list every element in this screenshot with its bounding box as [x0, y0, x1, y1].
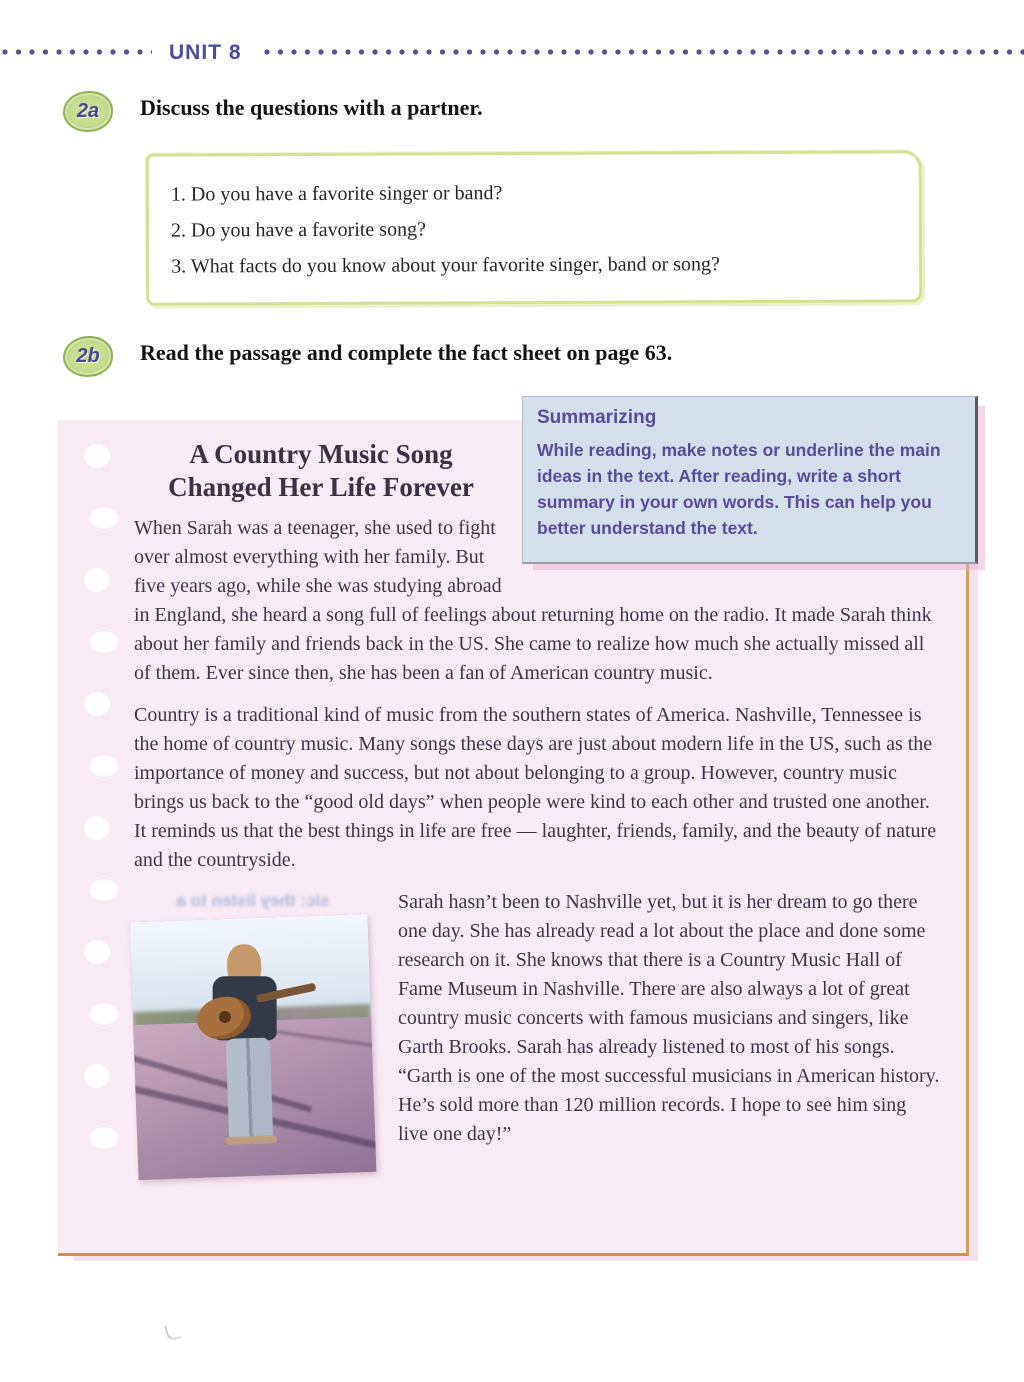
strategy-box-body: While reading, make notes or underline the main ideas in the text. After reading, write a short summary in your own words. This can help you better understand the text.	[537, 440, 941, 538]
activity-badge-2a: 2a	[63, 91, 113, 132]
binder-hole	[90, 879, 118, 901]
binder-hole	[84, 444, 110, 468]
girl-guitar-photo	[130, 914, 377, 1180]
passage-paragraph-2: Country is a traditional kind of music from the southern states of America. Nashville, Tennessee is the home of country music. Many songs these days are just about modern life in the US, such as the importance of money and success, but not about belonging to a group. However, country music brings us back to the “good old days” when people were kind to each other and trusted one another. It reminds us that the best things in life are free — laughter, friends, family, and the beauty of nature and the countryside.	[134, 704, 937, 871]
instruction-2b: Read the passage and complete the fact sheet on page 63.	[140, 340, 673, 365]
binder-hole	[84, 568, 110, 592]
binder-hole	[90, 1003, 118, 1025]
passage-title-line1: A Country Music Song	[189, 439, 453, 469]
passage-paragraph-1: When Sarah was a teenager, she used to fight over almost everything with her family. But five years ago, while she was studying abroad in England, she heard a song full of feelings about returning home on the radio. It made Sarah think about her family and friends back in the US. She came to realize how much she actually missed all of them. Ever since then, she has been a fan of American country music.	[134, 517, 932, 684]
instruction-2a: Discuss the questions with a partner.	[140, 95, 483, 120]
unit-label: UNIT 8	[169, 41, 242, 64]
binder-hole	[84, 816, 110, 840]
passage-title-line2: Changed Her Life Forever	[168, 472, 474, 502]
binder-hole	[90, 507, 118, 529]
binder-hole	[84, 1064, 110, 1088]
page-bleed-text: sic: they listen to a	[176, 891, 330, 910]
strategy-box	[522, 396, 978, 564]
binder-hole	[90, 755, 118, 777]
activity-badge-2b: 2b	[63, 336, 113, 377]
binder-hole	[90, 1127, 118, 1149]
dotted-rule-left	[0, 47, 152, 58]
question-item-2: 2. Do you have a favorite song?	[170, 218, 426, 242]
binder-holes	[84, 444, 114, 1188]
girl-jeans	[226, 1037, 273, 1138]
question-item-1: 1. Do you have a favorite singer or band?	[170, 182, 503, 206]
question-list	[171, 173, 919, 284]
binder-hole	[90, 631, 118, 653]
strategy-box-title: Summarizing	[537, 407, 657, 428]
passage-paragraph-3: Sarah hasn’t been to Nashville yet, but it is her dream to go there one day. She has already read a lot about the place and done some research on it. She knows that there is a Country Music Hall of Fame Museum in Nashville. There are also always a lot of great country music concerts with famous musicians and singers, like Garth Brooks. Sarah has already listened to most of his songs. “Garth is one of the most successful musicians in American history. He’s sold more than 120 million records. I hope to see him sing live one day!”	[398, 891, 940, 1145]
questions-box	[146, 150, 923, 305]
dotted-rule-right	[262, 47, 1024, 58]
photo-block	[118, 888, 388, 1210]
girl-figure	[194, 942, 321, 1146]
question-item-3: 3. What facts do you know about your favorite singer, band or song?	[171, 253, 720, 278]
binder-hole	[84, 940, 110, 964]
binder-hole	[84, 692, 110, 716]
stray-pencil-mark	[164, 1322, 182, 1341]
